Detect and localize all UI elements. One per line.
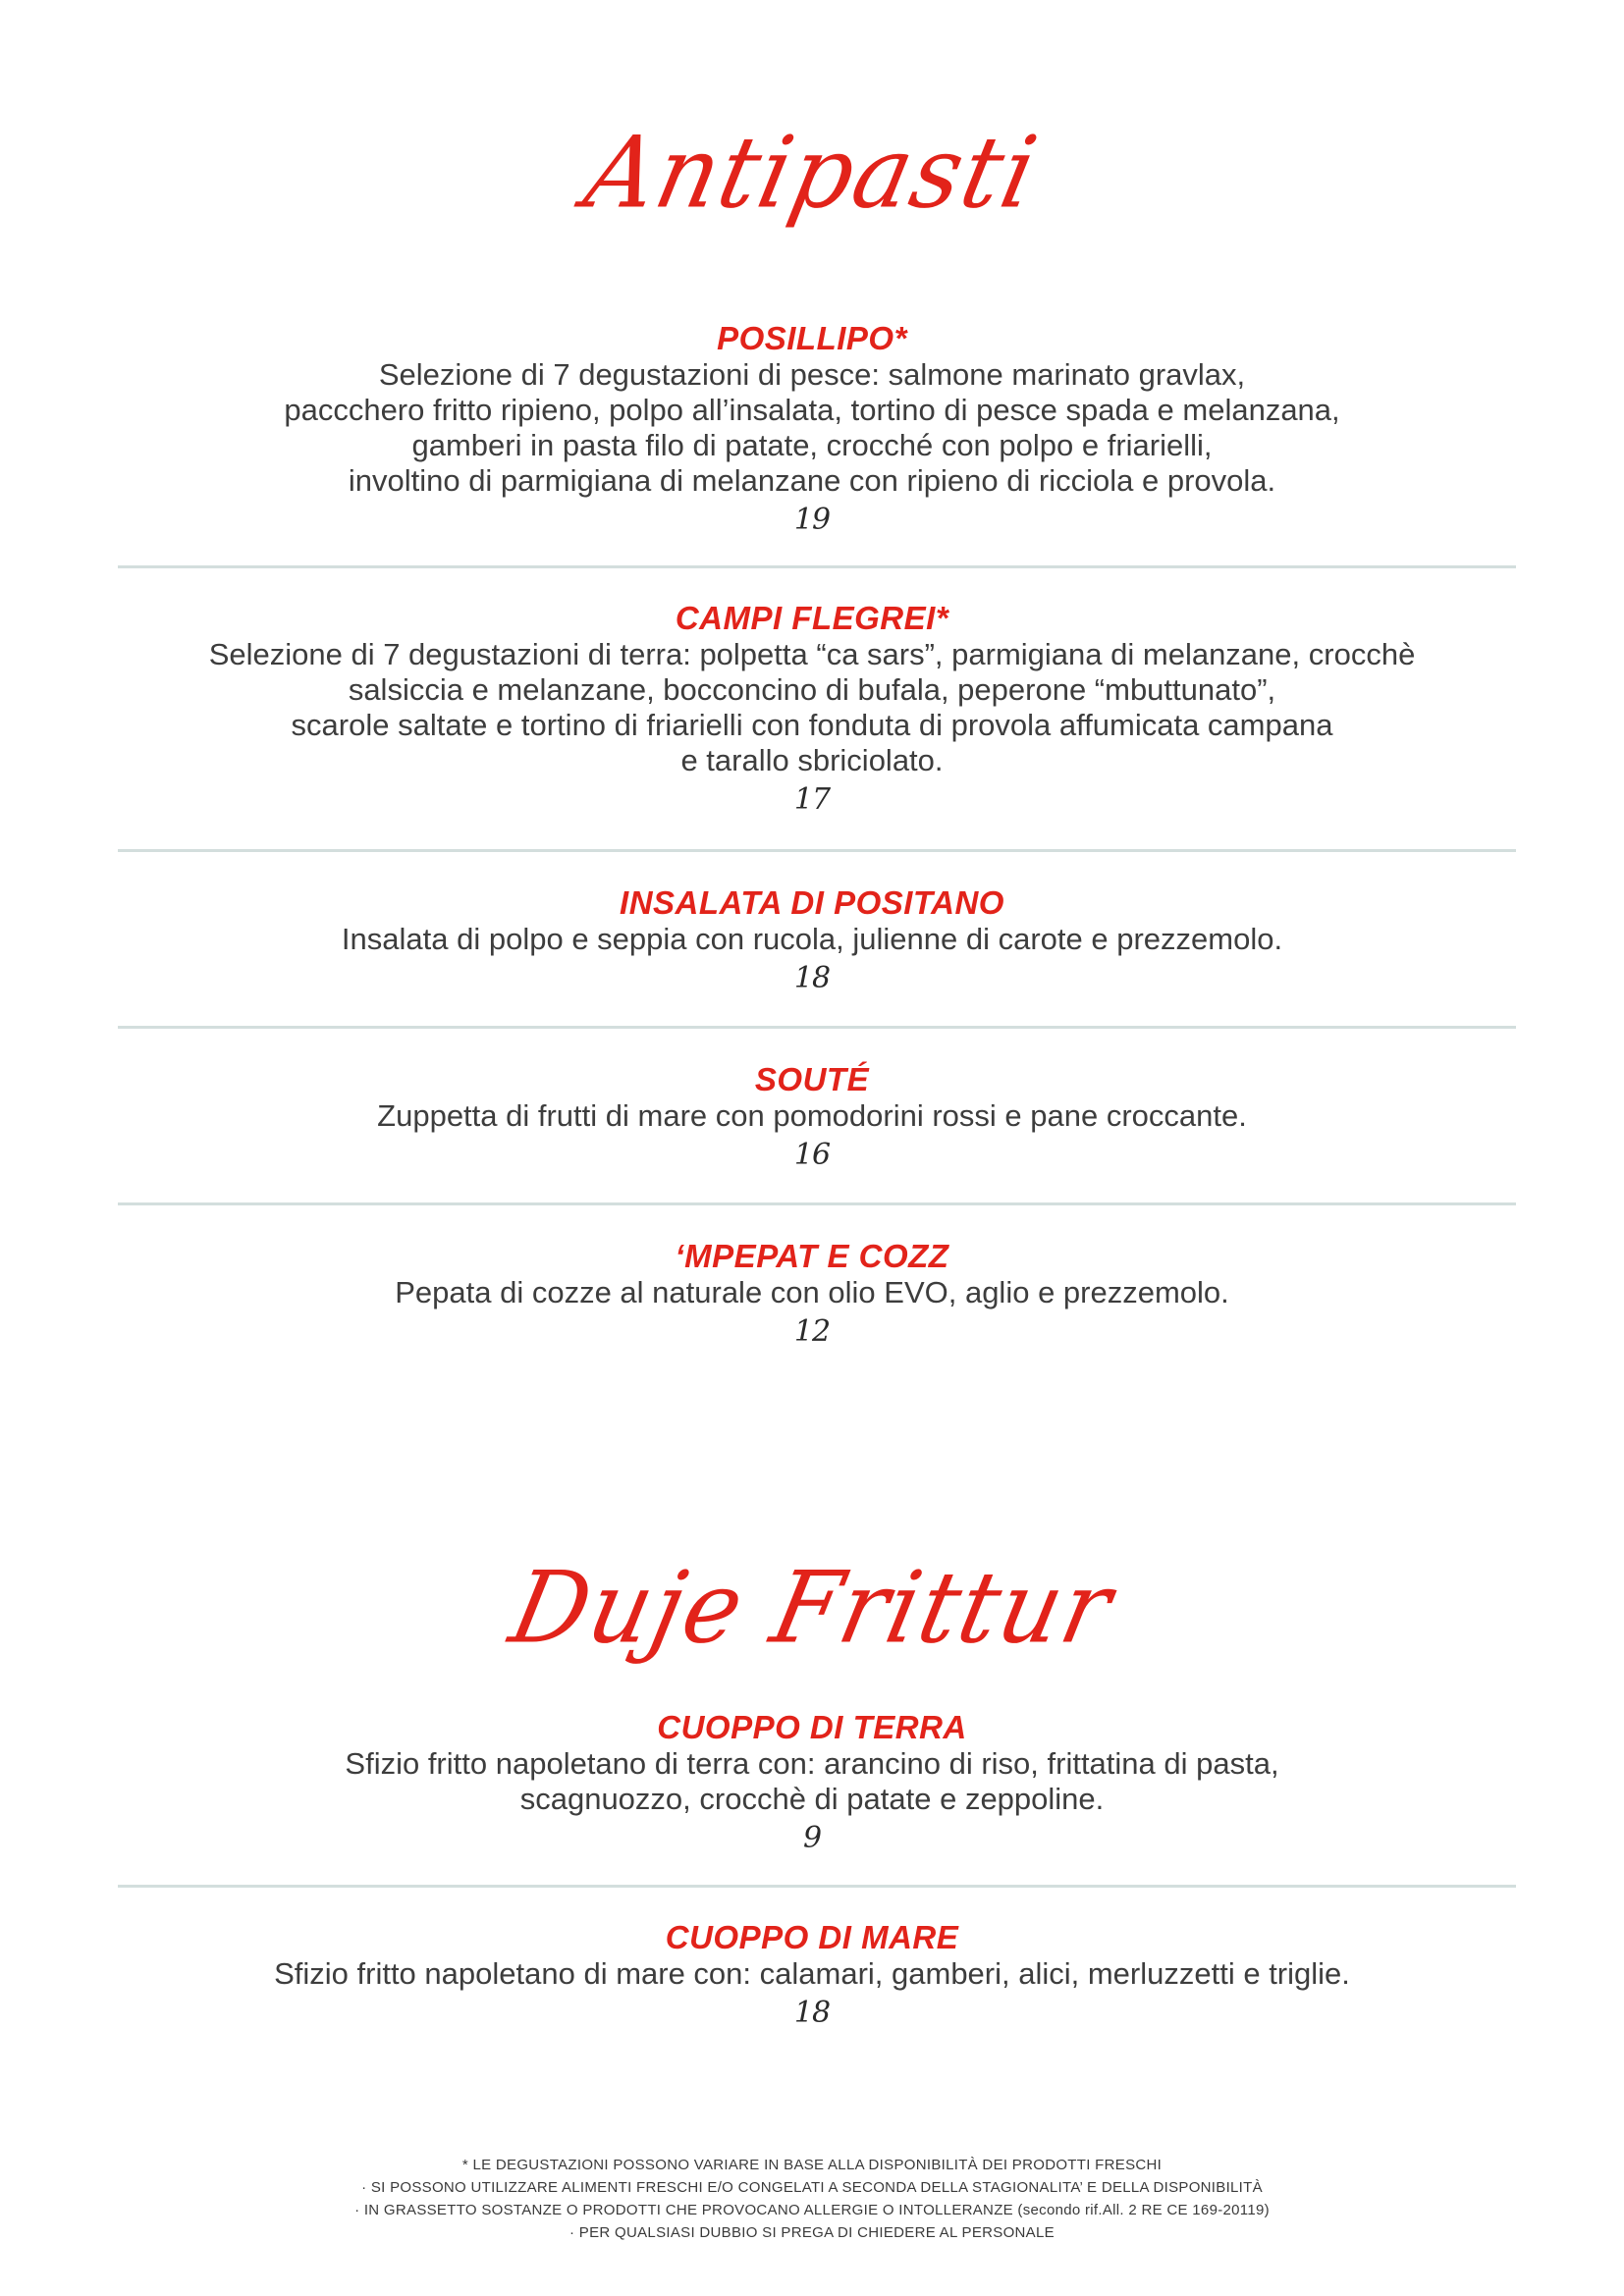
dish-description: Selezione di 7 degustazioni di pesce: salmone marinato gravlax, paccchero fritto ripieno, polpo all’insalata, tortino di pesce spada e melanzana, gamberi in pasta filo di patate, crocché con polpo e friarielli, involtino di parmigiana di melanzane con ripieno di ricciola e provola. <box>284 357 1340 498</box>
section-title-duje-frittur: Duje Frittur <box>501 1550 1123 1666</box>
dish-description: Sfizio fritto napoletano di mare con: calamari, gamberi, alici, merluzzetti e triglie. <box>274 1956 1350 1991</box>
dish-name: ‘MPEPAT E COZZ <box>675 1238 949 1274</box>
dish-price: 18 <box>793 1996 831 2030</box>
dish-description: Zuppetta di frutti di mare con pomodorini rossi e pane croccante. <box>377 1098 1247 1133</box>
dish-price: 18 <box>793 961 831 995</box>
dish-insalata-di-positano <box>118 884 1506 1000</box>
dish-name: CAMPI FLEGREI* <box>675 600 949 636</box>
dish-price: 12 <box>793 1314 831 1349</box>
dish-description: Sfizio fritto napoletano di terra con: arancino di riso, frittatina di pasta, scagnuozzo, crocchè di patate e zeppoline. <box>345 1746 1279 1816</box>
dish-name: SOUTÉ <box>754 1061 870 1097</box>
divider <box>118 849 1516 852</box>
dish-cuoppo-di-terra <box>118 1709 1506 1860</box>
footnotes <box>0 2154 1624 2244</box>
dish-campi-flegrei <box>118 600 1506 822</box>
section-title-antipasti: Antipasti <box>575 115 1049 231</box>
dish-description: Selezione di 7 degustazioni di terra: polpetta “ca sars”, parmigiana di melanzane, crocchè salsiccia e melanzane, bocconcino di bufala, peperone “mbuttunato”, scarole saltate e tortino di friarielli con fonduta di provola affumicata campana e tarallo sbriciolato. <box>208 637 1416 777</box>
dish-name: CUOPPO DI TERRA <box>657 1709 967 1745</box>
dish-price: 16 <box>793 1138 831 1172</box>
footnote: · IN GRASSETTO SOSTANZE O PRODOTTI CHE PROVOCANO ALLERGIE O INTOLLERANZE (secondo rif.All. 2 RE CE 169-20119) <box>354 2202 1270 2218</box>
dish-price: 19 <box>793 503 831 537</box>
dish-name: INSALATA DI POSITANO <box>620 884 1004 921</box>
dish-name: POSILLIPO* <box>717 320 907 356</box>
dish-cuoppo-di-mare <box>118 1919 1506 2035</box>
dish-posillipo <box>118 320 1506 542</box>
dish-description: Pepata di cozze al naturale con olio EVO, aglio e prezzemolo. <box>395 1275 1229 1309</box>
divider <box>118 1885 1516 1888</box>
divider <box>118 1026 1516 1029</box>
dish-mpepat-e-cozz <box>118 1238 1506 1354</box>
footnote: · PER QUALSIASI DUBBIO SI PREGA DI CHIEDERE AL PERSONALE <box>569 2224 1055 2241</box>
divider <box>118 565 1516 568</box>
dish-price: 17 <box>793 782 831 817</box>
dish-name: CUOPPO DI MARE <box>665 1919 959 1955</box>
divider <box>118 1202 1516 1205</box>
dish-price: 9 <box>802 1821 822 1855</box>
footnote: · SI POSSONO UTILIZZARE ALIMENTI FRESCHI E/O CONGELATI A SECONDA DELLA STAGIONALITA’ E DELLA DISPONIBILITÀ <box>361 2179 1263 2196</box>
dish-soute <box>118 1061 1506 1177</box>
footnote: * LE DEGUSTAZIONI POSSONO VARIARE IN BASE ALLA DISPONIBILITÀ DEI PRODOTTI FRESCHI <box>461 2157 1163 2173</box>
dish-description: Insalata di polpo e seppia con rucola, julienne di carote e prezzemolo. <box>341 922 1283 956</box>
